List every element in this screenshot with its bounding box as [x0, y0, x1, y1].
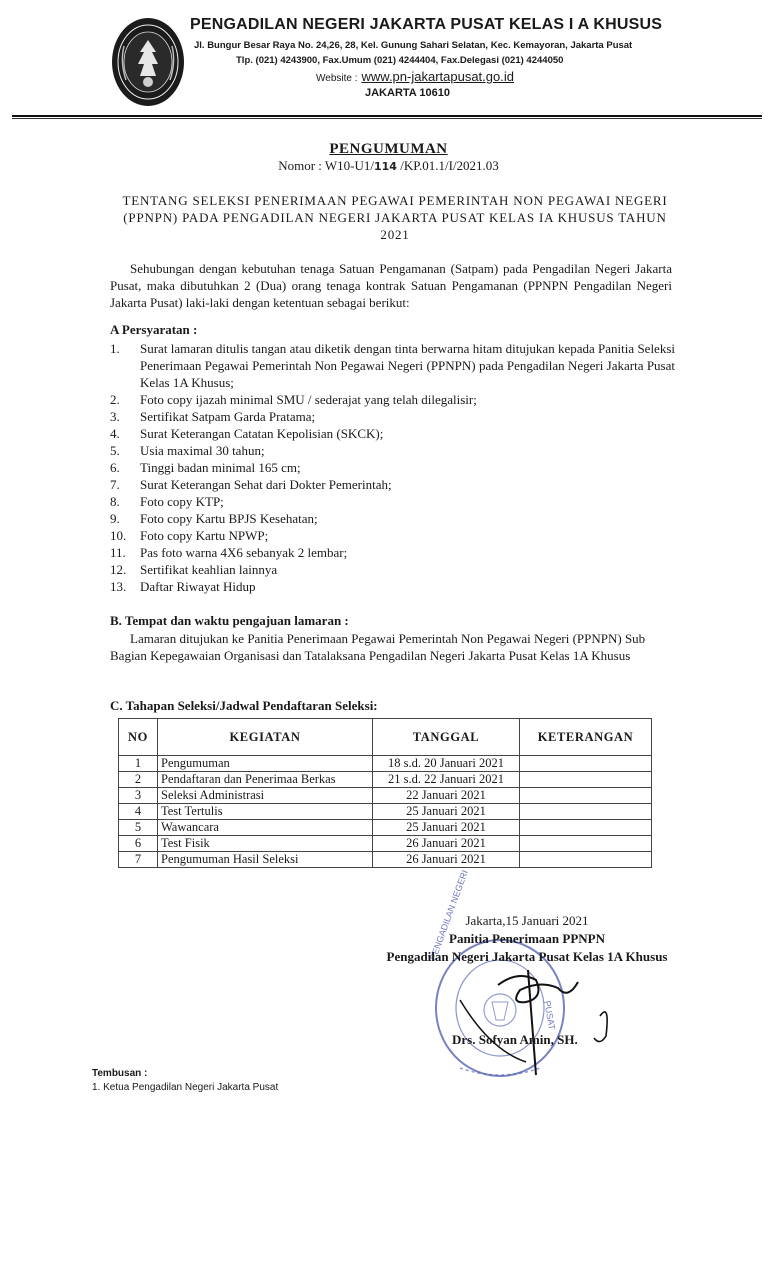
- requirement-number: 2.: [110, 392, 120, 407]
- requirement-number: 4.: [110, 426, 120, 441]
- signatory-name: Drs. Sofyan Amin, SH.: [452, 1032, 578, 1047]
- requirement-item: [110, 510, 675, 527]
- schedule-cell-no: 6: [119, 836, 158, 852]
- requirement-text: Foto copy Kartu NPWP;: [140, 528, 269, 543]
- court-emblem-logo: [110, 16, 186, 108]
- requirement-text: Pas foto warna 4X6 sebanyak 2 lembar;: [140, 545, 348, 560]
- section-a-heading: A Persyaratan :: [110, 322, 198, 337]
- requirement-text: Sertifikat keahlian lainnya: [140, 562, 278, 577]
- schedule-cell-date: 25 Januari 2021: [373, 820, 520, 836]
- schedule-cell-note: [520, 852, 652, 868]
- requirement-number: 12.: [110, 562, 127, 577]
- schedule-cell-no: 5: [119, 820, 158, 836]
- schedule-cell-date: 22 Januari 2021: [373, 788, 520, 804]
- requirement-item: [110, 476, 675, 493]
- schedule-cell-activity: Pendaftaran dan Penerimaa Berkas: [158, 772, 373, 788]
- document-subject: TENTANG SELEKSI PENERIMAAN PEGAWAI PEMERINTAH NON PEGAWAI NEGERI (PPNPN) PADA PENGADILAN NEGERI JAKARTA PUSAT KELAS IA KHUSUS TAHUN 2021: [122, 193, 668, 242]
- section-c-heading: C. Tahapan Seleksi/Jadwal Pendaftaran Seleksi:: [110, 698, 378, 713]
- schedule-row: [119, 756, 652, 772]
- requirement-number: 13.: [110, 579, 127, 594]
- requirement-text: Usia maximal 30 tahun;: [140, 443, 265, 458]
- requirement-text: Daftar Riwayat Hidup: [140, 579, 256, 594]
- schedule-cell-no: 3: [119, 788, 158, 804]
- requirement-number: 9.: [110, 511, 120, 526]
- requirement-number: 1.: [110, 341, 120, 356]
- schedule-row: [119, 804, 652, 820]
- letterhead-divider: [12, 115, 762, 117]
- schedule-row: [119, 772, 652, 788]
- schedule-cell-date: 25 Januari 2021: [373, 804, 520, 820]
- number-handwritten: 114: [374, 160, 397, 173]
- stamp-text-left: PENGADILAN NEGERI: [428, 868, 470, 962]
- requirements-list: [110, 340, 675, 595]
- schedule-cell-note: [520, 772, 652, 788]
- requirement-text: Foto copy Kartu BPJS Kesehatan;: [140, 511, 318, 526]
- schedule-cell-date: 21 s.d. 22 Januari 2021: [373, 772, 520, 788]
- requirement-item: [110, 561, 675, 578]
- signature-committee: Panitia Penerimaan PPNPN: [449, 931, 605, 946]
- schedule-cell-activity: Test Fisik: [158, 836, 373, 852]
- requirement-number: 10.: [110, 528, 127, 543]
- requirement-text: Surat Keterangan Catatan Kepolisian (SKCK);: [140, 426, 384, 441]
- requirement-text: Sertifikat Satpam Garda Pratama;: [140, 409, 316, 424]
- signature-place-date: Jakarta,15 Januari 2021: [465, 913, 589, 928]
- section-b-body: Lamaran ditujukan ke Panitia Penerimaan Pegawai Pemerintah Non Pegawai Negeri (PPNPN) Sub Bagian Kepegawaian Organisasi dan Tatalaksana Pengadilan Negeri Jakarta Pusat Kelas 1A Khusus: [110, 631, 646, 663]
- website-label: Website :: [316, 73, 358, 84]
- institution-phones: Tlp. (021) 4243900, Fax.Umum (021) 4244404, Fax.Delegasi (021) 4244050: [236, 55, 564, 66]
- requirement-number: 5.: [110, 443, 120, 458]
- letterhead-divider-thin: [12, 118, 762, 119]
- schedule-cell-date: 26 Januari 2021: [373, 836, 520, 852]
- number-suffix: /KP.01.1/I/2021.03: [396, 158, 499, 173]
- requirement-number: 6.: [110, 460, 120, 475]
- requirement-text: Foto copy KTP;: [140, 494, 224, 509]
- schedule-cell-note: [520, 836, 652, 852]
- schedule-row: [119, 820, 652, 836]
- col-header-date: TANGGAL: [373, 719, 520, 756]
- website-line: [316, 68, 514, 86]
- section-b-heading: B. Tempat dan waktu pengajuan lamaran :: [110, 613, 349, 628]
- requirement-item: [110, 408, 675, 425]
- requirement-item: [110, 527, 675, 544]
- stamp-text-right: PUSAT: [542, 1000, 558, 1031]
- requirement-number: 11.: [110, 545, 126, 560]
- schedule-header-row: [119, 719, 652, 756]
- schedule-cell-activity: Wawancara: [158, 820, 373, 836]
- schedule-cell-no: 4: [119, 804, 158, 820]
- tembusan-label: Tembusan :: [92, 1068, 148, 1079]
- requirement-item: [110, 493, 675, 510]
- schedule-cell-note: [520, 804, 652, 820]
- requirement-number: 8.: [110, 494, 120, 509]
- document-number: [0, 158, 777, 174]
- requirement-text: Surat lamaran ditulis tangan atau diketik dengan tinta berwarna hitam ditujukan kepada Panitia Seleksi Penerimaan Pegawai Pemerintah Non Pegawai Negeri (PPNPN) pada Pengadilan Negeri Jakarta Pusat Kelas 1A Khusus;: [140, 341, 675, 390]
- schedule-cell-no: 7: [119, 852, 158, 868]
- requirement-text: Foto copy ijazah minimal SMU / sederajat yang telah dilegalisir;: [140, 392, 477, 407]
- schedule-cell-activity: Seleksi Administrasi: [158, 788, 373, 804]
- intro-paragraph: Sehubungan dengan kebutuhan tenaga Satuan Pengamanan (Satpam) pada Pengadilan Negeri Jakarta Pusat, maka dibutuhkan 2 (Dua) orang tenaga kontrak Satuan Pengamanan (PPNPN Pengadilan Negeri Jakarta Pusat) laki-laki dengan ketentuan sebagai berikut:: [110, 261, 672, 310]
- schedule-cell-no: 2: [119, 772, 158, 788]
- document-title: PENGUMUMAN: [329, 141, 448, 157]
- schedule-cell-note: [520, 820, 652, 836]
- col-header-no: NO: [119, 719, 158, 756]
- institution-city: JAKARTA 10610: [365, 87, 450, 99]
- schedule-cell-date: 26 Januari 2021: [373, 852, 520, 868]
- schedule-row: [119, 836, 652, 852]
- requirement-text: Tinggi badan minimal 165 cm;: [140, 460, 301, 475]
- schedule-cell-activity: Test Tertulis: [158, 804, 373, 820]
- requirement-item: [110, 459, 675, 476]
- institution-name: PENGADILAN NEGERI JAKARTA PUSAT KELAS I A KHUSUS: [190, 16, 663, 33]
- schedule-row: [119, 788, 652, 804]
- requirement-item: [110, 544, 675, 561]
- tembusan-item: 1. Ketua Pengadilan Negeri Jakarta Pusat: [92, 1082, 279, 1093]
- requirement-item: [110, 578, 675, 595]
- website-link[interactable]: www.pn-jakartapusat.go.id: [361, 69, 514, 84]
- requirement-item: [110, 425, 675, 442]
- requirement-item: [110, 391, 675, 408]
- col-header-note: KETERANGAN: [520, 719, 652, 756]
- schedule-cell-no: 1: [119, 756, 158, 772]
- institution-address: Jl. Bungur Besar Raya No. 24,26, 28, Kel. Gunung Sahari Selatan, Kec. Kemayoran, Jakarta Pusat: [194, 40, 633, 51]
- schedule-cell-note: [520, 756, 652, 772]
- signature-court: Pengadilan Negeri Jakarta Pusat Kelas 1A Khusus: [386, 949, 668, 964]
- handwritten-signature: [440, 940, 640, 1080]
- schedule-row: [119, 852, 652, 868]
- schedule-table: [118, 718, 652, 868]
- requirement-text: Surat Keterangan Sehat dari Dokter Pemerintah;: [140, 477, 392, 492]
- schedule-cell-note: [520, 788, 652, 804]
- schedule-cell-activity: Pengumuman Hasil Seleksi: [158, 852, 373, 868]
- col-header-activity: KEGIATAN: [158, 719, 373, 756]
- schedule-cell-date: 18 s.d. 20 Januari 2021: [373, 756, 520, 772]
- number-prefix: Nomor : W10-U1/: [278, 158, 374, 173]
- schedule-cell-activity: Pengumuman: [158, 756, 373, 772]
- requirement-item: [110, 442, 675, 459]
- requirement-number: 3.: [110, 409, 120, 424]
- requirement-number: 7.: [110, 477, 120, 492]
- requirement-item: [110, 340, 675, 391]
